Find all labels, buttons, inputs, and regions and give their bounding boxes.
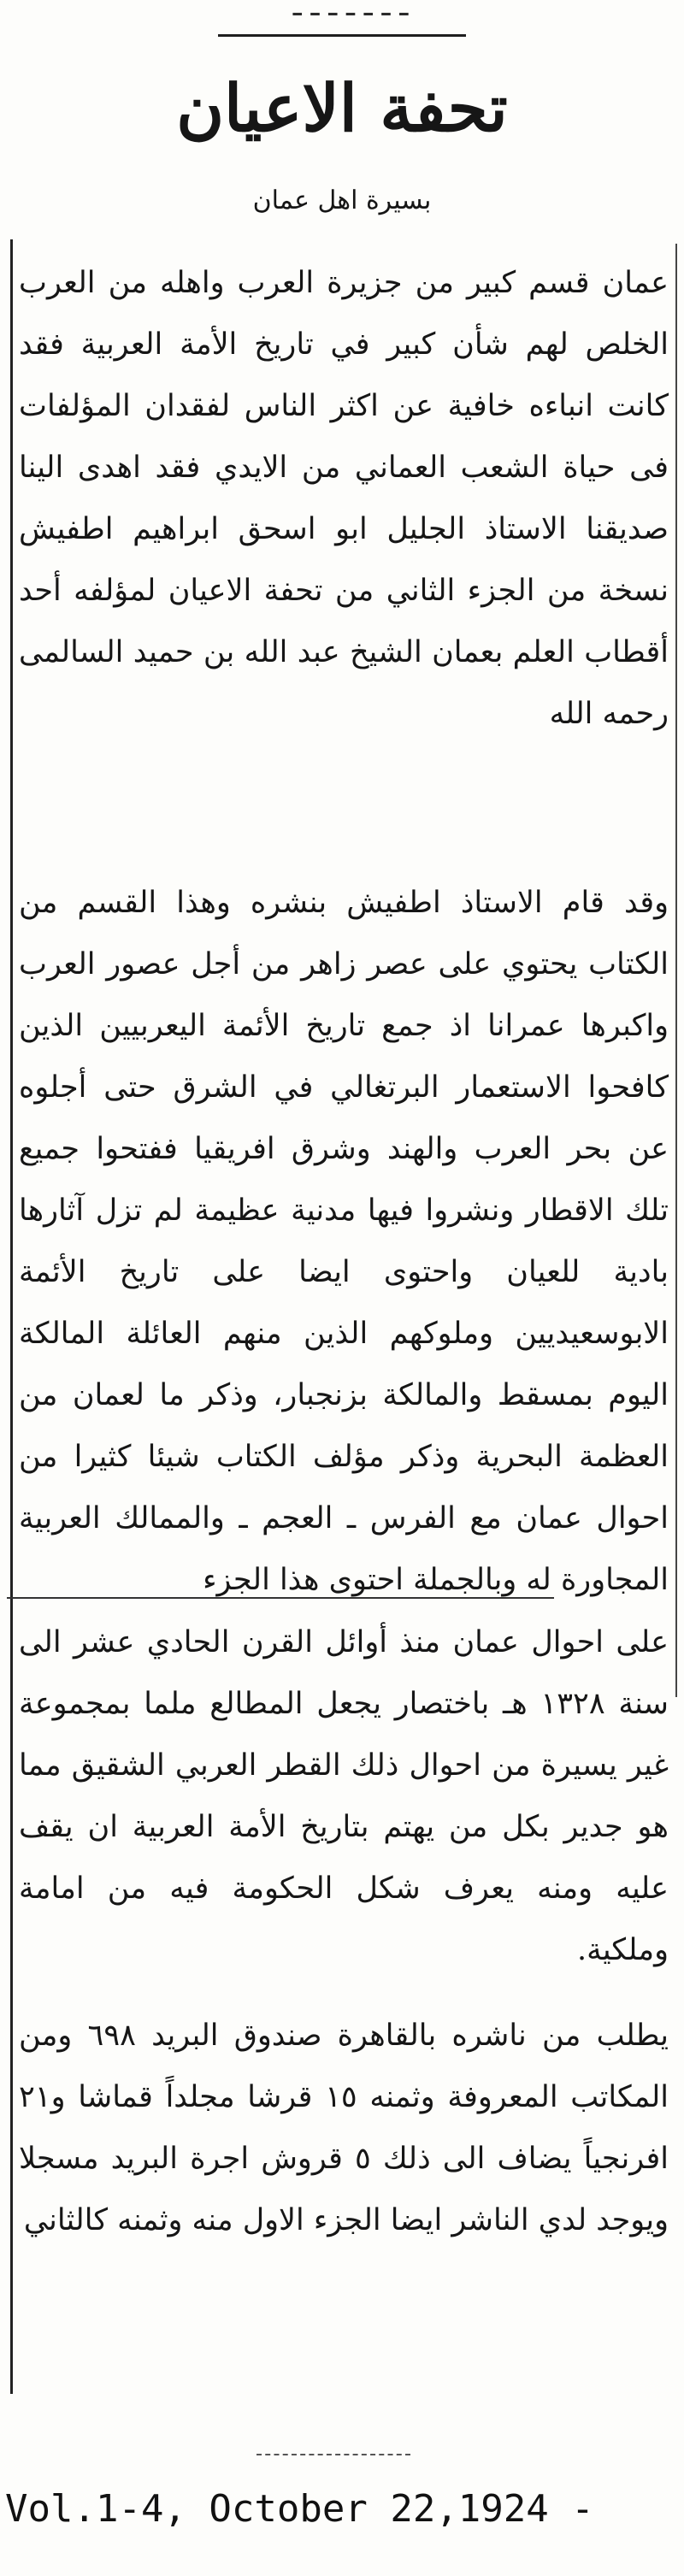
article-paragraph-1 [19, 252, 669, 745]
column-break-rule [7, 1597, 554, 1599]
cropped-text: ـ ـ ـ ـ ـ ـ ـ [292, 0, 409, 23]
article-subtitle: بسيرة اهل عمان [252, 186, 432, 215]
end-of-article-dash-rule [256, 2454, 410, 2455]
article-paragraph-2 [19, 872, 669, 1611]
article-title: تحفة الاعيان [176, 70, 508, 146]
citation-footer: Vol.1-4, October 22,1924 - [5, 2487, 594, 2531]
article-paragraph-3 [19, 1612, 669, 1981]
paragraph-text: وقد قام الاستاذ اطفيش بنشره وهذا القسم من الكتاب يحتوي على عصر زاهر من أجل عصور العرب واكبرها عمرانا اذ جمع تاريخ الأئمة اليعربيين الذين كافحوا الاستعمار البرتغالي في الشرق حتى أجلوه عن بحر العرب والهند وشرق افريقيا ففتحوا جميع تلك الاقطار ونشروا فيها مدنية عظيمة لم تزل آثارها بادية للعيان واحتوى ايضا على تاريخ الأئمة الابوسعيديين وملوكهم الذين منهم العائلة المالكة اليوم بمسقط والمالكة بزنجبار، وذكر ما لعمان من العظمة البحرية وذكر مؤلف الكتاب شيئا كثيرا من احوال عمان مع الفرس ـ العجم ـ والممالك العربية المجاورة له وبالجملة احتوى هذا الجزء [19, 886, 669, 1597]
article-paragraph-4 [19, 2005, 669, 2251]
paragraph-text: عمان قسم كبير من جزيرة العرب واهله من العرب الخلص لهم شأن كبير في تاريخ الأمة العربية فقد كانت انباءه خافية عن اكثر الناس لفقدان المؤلفات فى حياة الشعب العماني من الايدي فقد اهدى الينا صديقنا الاستاذ الجليل ابو اسحق ابراهيم اطفيش نسخة من الجزء الثاني من تحفة الاعيان لمؤلفه أحد أقطاب العلم بعمان الشيخ عبد الله بن حميد السالمى رحمه الله [19, 266, 669, 731]
column-border-left [10, 239, 13, 2394]
cropped-previous-article-text [128, 0, 573, 26]
paragraph-text: يطلب من ناشره بالقاهرة صندوق البريد ٦٩٨ ومن المكاتب المعروفة وثمنه ١٥ قرشا مجلداً قماشا و٢١ افرنجياً يضاف الى ذلك ٥ قروش اجرة البريد مسجلا ويوجد لدي الناشر ايضا الجزء الاول منه وثمنه كالثاني [19, 2019, 669, 2237]
paragraph-text: على احوال عمان منذ أوائل القرن الحادي عشر الى سنة ١٣٢٨ هـ باختصار يجعل المطالع ملما بمجموعة غير يسيرة من احوال ذلك القطر العربي الشقيق مما هو جدير بكل من يهتم بتاريخ الأمة العربية ان يقف عليه ومنه يعرف شكل الحكومة فيه من امامة وملكية. [19, 1625, 669, 1967]
separator-rule [218, 34, 466, 37]
column-border-right [675, 244, 677, 1697]
